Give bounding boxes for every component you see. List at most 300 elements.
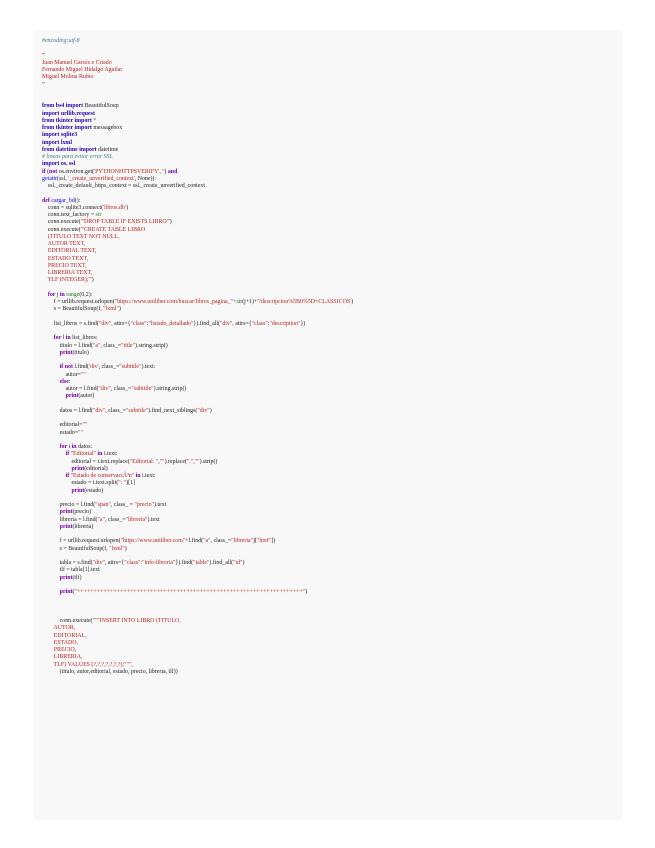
- code-token: (precio): [72, 509, 92, 516]
- code-token: AUTOR TEXT,: [42, 241, 86, 247]
- code-token: """INSERT INTO LIBRO (TITULO,: [92, 618, 181, 624]
- code-token: ).replace(: [164, 458, 187, 465]
- code-token: (tlf): [72, 574, 82, 581]
- code-line: [42, 546, 353, 553]
- code-line: [42, 480, 353, 487]
- code-token: , attrs={: [232, 320, 252, 327]
- code-token: f = urllib.request.urlopen(: [42, 299, 115, 305]
- code-token: tkinter: [55, 125, 75, 131]
- code-token: "div": [92, 407, 106, 414]
- code-token: autor=: [42, 371, 81, 378]
- code-token: LIBRERIA,: [42, 654, 83, 661]
- code-token: ): [164, 168, 168, 175]
- code-line: [42, 132, 353, 139]
- code-token: print: [65, 393, 79, 400]
- code-line: [42, 125, 353, 132]
- code-token: "href": [256, 538, 272, 545]
- code-line: [42, 321, 353, 328]
- code-token: }).find(: [175, 560, 194, 566]
- code-token: from: [42, 146, 56, 153]
- code-token: "div": [219, 320, 233, 327]
- code-line: [42, 328, 353, 335]
- code-line: [42, 662, 353, 669]
- code-token: for: [53, 335, 63, 342]
- code-token: "": [194, 458, 200, 465]
- code-token: "Estado de conservaciÃ³n": [70, 473, 136, 479]
- code-token: "libreria": [125, 516, 148, 523]
- code-line: [42, 589, 353, 596]
- code-token: print: [59, 574, 73, 581]
- code-line: [42, 524, 353, 531]
- code-token: (estado): [84, 487, 104, 494]
- code-token: ): [305, 589, 308, 595]
- code-token: str: [236, 299, 243, 305]
- code-line: [42, 466, 353, 473]
- code-line: [42, 227, 353, 234]
- code-token: "class": [130, 320, 147, 327]
- code-token: , class_=: [210, 538, 232, 545]
- code-token: datos:: [78, 444, 93, 450]
- code-token: "description": [269, 320, 301, 327]
- code-token: '?descripcion%5B0%5D=CLASSICOS': [257, 299, 352, 305]
- code-token: def: [42, 197, 52, 204]
- code-token: (: [47, 168, 50, 175]
- code-token: sqlite3: [60, 132, 78, 139]
- code-token: datetime: [55, 146, 80, 153]
- code-token: "Editorial": [70, 451, 98, 458]
- code-token: from: [42, 125, 56, 131]
- code-token: import: [42, 161, 61, 168]
- code-token: else: [59, 378, 69, 385]
- code-token: print: [59, 523, 73, 530]
- code-line: [42, 161, 353, 168]
- code-token: "https://www.uniliber.com": [120, 538, 186, 545]
- code-line: [42, 176, 353, 183]
- code-token: tabla = s.find(: [42, 560, 93, 566]
- code-token: print: [59, 349, 73, 356]
- code-token: PRECIO TEXT,: [42, 262, 87, 269]
- code-token: list_libros = s.find(: [42, 320, 99, 327]
- code-token: import: [42, 110, 61, 117]
- code-token: conn.text_factory =: [42, 212, 96, 218]
- code-token: , class_=: [110, 386, 132, 392]
- code-token: ,: [158, 458, 160, 465]
- code-token: import: [42, 132, 61, 139]
- code-token: precio = l.find(: [42, 502, 96, 508]
- code-token: TLF) VALUES (?,?,?,?,?,?,?);""": [42, 661, 132, 668]
- code-token: "info-libreria": [142, 560, 176, 566]
- code-token: if not: [59, 364, 75, 371]
- code-token: +l.find(: [185, 538, 204, 545]
- code-token: # lineas para evitar error SSL: [42, 154, 113, 160]
- code-token: if: [65, 473, 71, 479]
- code-token: TLF INTEGER);''': [42, 277, 92, 284]
- code-token: )[: [253, 538, 257, 545]
- code-token: ():: [74, 197, 81, 204]
- code-token: ,: [159, 168, 163, 175]
- code-token: for: [47, 291, 57, 298]
- code-token: , class_ =: [110, 502, 135, 508]
- code-token: estado = i.text.split(: [42, 480, 119, 487]
- code-token: ": ": [118, 480, 127, 487]
- code-line: [42, 154, 353, 161]
- code-token: ssl._create_default_https_context = ssl._create_unverified_context: [42, 183, 205, 189]
- code-line: [42, 306, 353, 313]
- code-token: conn.execute(: [42, 226, 81, 233]
- code-token: import: [65, 103, 85, 110]
- code-token: [42, 473, 66, 479]
- code-token: (autor): [78, 393, 95, 400]
- code-token: print: [71, 465, 85, 472]
- code-token: "a": [203, 538, 211, 545]
- code-token: ): [124, 545, 127, 552]
- code-token: if: [42, 168, 48, 175]
- code-line: [42, 654, 353, 661]
- code-token: from: [42, 117, 56, 124]
- code-line: [42, 509, 353, 516]
- code-line: [42, 82, 353, 89]
- code-token: tlf = tabla[1].text: [42, 567, 100, 574]
- code-token: [42, 444, 60, 450]
- code-token: tkinter: [55, 117, 75, 124]
- code-token: '''CREATE TABLE LIBRO: [80, 226, 146, 233]
- code-line: [42, 618, 353, 625]
- code-token: print: [59, 509, 73, 516]
- code-line: [42, 67, 353, 74]
- code-token: "subtitle": [125, 407, 149, 414]
- code-line: [42, 640, 353, 647]
- code-line: [42, 669, 353, 676]
- code-token: (editorial): [84, 465, 108, 472]
- code-token: ''': [42, 81, 46, 88]
- code-line: [42, 292, 353, 299]
- code-line: [42, 415, 353, 422]
- code-line: [42, 611, 353, 618]
- code-lines: [42, 38, 353, 676]
- code-token: ): [118, 306, 121, 313]
- code-token: 'libros.db': [103, 204, 126, 211]
- code-token: urllib.request: [60, 110, 95, 117]
- code-token: ): [91, 277, 94, 284]
- code-token: import: [74, 117, 94, 124]
- code-token: in: [71, 444, 79, 450]
- code-line: [42, 596, 353, 603]
- code-token: "": [81, 371, 86, 378]
- code-token: from: [42, 103, 56, 110]
- code-token: for: [59, 444, 69, 450]
- code-token: "https://www.uniliber.com/buscar/libros_pagina_": [114, 299, 233, 305]
- code-token: )[1]: [126, 480, 136, 487]
- code-line: [42, 89, 353, 96]
- code-token: messagebox: [93, 125, 123, 131]
- code-token: i.text:: [142, 473, 156, 479]
- code-token: [42, 509, 60, 515]
- code-token: editorial = i.text.replace(: [42, 458, 130, 465]
- code-token: BeautifulSoup: [84, 103, 119, 110]
- code-line: [42, 633, 353, 640]
- code-token: ): [242, 560, 245, 566]
- code-token: Miguel Molina Rubio: [42, 74, 94, 81]
- code-line: [42, 60, 353, 67]
- code-token: }): [300, 320, 306, 327]
- code-token: str: [95, 212, 102, 218]
- code-token: ''': [42, 52, 46, 59]
- code-token: import: [74, 125, 94, 131]
- code-token: "subtitle": [131, 386, 154, 392]
- code-token: in: [65, 335, 73, 342]
- code-token: (ssl,: [57, 175, 69, 182]
- code-token: (j+1)+: [242, 299, 258, 305]
- code-token: "++++++++++++++++++++++++++++++++++++++++++++++++++++++++++++++++++++": [74, 589, 306, 595]
- code-token: , attrs={: [104, 560, 125, 566]
- code-token: ).text: [147, 516, 160, 523]
- code-token: print: [59, 589, 73, 595]
- code-token: bs4: [55, 103, 66, 110]
- code-line: [42, 198, 353, 205]
- code-token: datetime: [98, 146, 119, 153]
- code-token: [42, 451, 66, 457]
- code-token: [42, 379, 60, 385]
- code-token: ESTADO,: [42, 639, 79, 646]
- code-token: :: [146, 320, 149, 327]
- code-line: [42, 111, 353, 118]
- code-line: [42, 459, 353, 466]
- code-token: print: [71, 487, 85, 494]
- code-line: [42, 625, 353, 632]
- code-line: [42, 430, 353, 437]
- code-token: "span": [95, 502, 111, 508]
- code-line: [42, 575, 353, 582]
- code-token: "precio": [134, 502, 154, 508]
- code-token: conn.execute(: [42, 618, 93, 624]
- code-token: import: [79, 146, 99, 153]
- code-token: ): [209, 407, 212, 414]
- code-line: [42, 118, 353, 125]
- code-token: in: [135, 473, 143, 479]
- code-token: "": [82, 422, 88, 429]
- code-token: (titulo): [72, 349, 89, 356]
- code-token: "div": [98, 386, 111, 392]
- code-token: +: [232, 299, 237, 305]
- code-token: "": [78, 429, 83, 436]
- code-line: [42, 285, 353, 292]
- code-line: [42, 234, 353, 241]
- code-line: [42, 205, 353, 212]
- code-line: [42, 582, 353, 589]
- code-line: [42, 190, 353, 197]
- code-line: [42, 647, 353, 654]
- code-token: *: [93, 117, 97, 124]
- code-token: ).find_next_siblings(: [148, 407, 198, 414]
- code-token: :: [68, 378, 71, 385]
- code-line: [42, 350, 353, 357]
- code-line: [42, 277, 353, 284]
- code-line: [42, 553, 353, 560]
- code-token: , class_=: [105, 407, 126, 414]
- code-token: ).strip(): [199, 458, 218, 465]
- code-line: [42, 147, 353, 154]
- code-token: "subtitle": [119, 364, 142, 371]
- code-token: in: [59, 291, 67, 298]
- code-token: conn = sqlite3.connect(: [42, 204, 104, 211]
- code-line: [42, 364, 353, 371]
- code-token: :: [267, 320, 270, 327]
- code-token: titulo = l.find(: [42, 342, 93, 349]
- code-token: l: [62, 335, 66, 342]
- code-token: "table": [193, 560, 210, 566]
- code-token: 'PYTHONHTTPSVERIFY': [94, 168, 160, 175]
- code-token: not: [49, 168, 59, 175]
- code-token: "libreria": [231, 538, 254, 545]
- code-token: ).string.strip(): [135, 342, 168, 349]
- code-token: in: [97, 451, 104, 458]
- code-token: ).string.strip(): [153, 386, 187, 392]
- code-line: [42, 343, 353, 350]
- code-token: "div": [197, 407, 210, 414]
- code-token: #encoding:utf-8: [42, 38, 80, 44]
- code-token: conn.execute(: [42, 219, 81, 226]
- code-token: (TITULO TEXT NOT NULL,: [42, 233, 120, 240]
- code-line: [42, 140, 353, 147]
- code-token: datos = l.find(: [42, 407, 93, 414]
- code-line: [42, 256, 353, 263]
- code-token: ,: [193, 458, 195, 465]
- code-token: [42, 335, 54, 341]
- code-token: ,: [131, 661, 133, 668]
- code-token: , class_=: [104, 516, 126, 523]
- code-line: [42, 408, 353, 415]
- code-line: [42, 74, 353, 81]
- code-token: l.find(: [74, 364, 89, 371]
- code-token: PRECIO,: [42, 647, 77, 653]
- code-token: '''DROP TABLE IF EXISTS LIBRO''': [80, 219, 170, 226]
- code-line: [42, 437, 353, 444]
- code-line: [42, 314, 353, 321]
- code-token: [42, 488, 71, 494]
- code-token: EDITORIAL TEXT,: [42, 248, 97, 255]
- code-token: ).find_all(: [209, 560, 234, 566]
- code-token: [42, 350, 60, 356]
- code-token: "": [159, 458, 165, 465]
- code-line: [42, 169, 353, 176]
- code-token: libreria = l.find(: [42, 516, 98, 523]
- code-line: [42, 219, 353, 226]
- code-token: ): [169, 219, 172, 226]
- code-token: import: [42, 139, 61, 146]
- code-token: "a": [92, 342, 101, 349]
- code-line: [42, 604, 353, 611]
- code-line: [42, 183, 353, 190]
- code-token: "lxml": [103, 306, 119, 313]
- code-token: "td": [233, 560, 243, 566]
- code-token: i.text:: [103, 451, 118, 458]
- code-token: ): [351, 299, 354, 305]
- code-token: , class_=: [98, 364, 120, 371]
- code-token: EDITORIAL,: [42, 632, 87, 639]
- code-line: [42, 263, 353, 270]
- code-token: ".": [186, 458, 194, 465]
- code-token: i: [68, 444, 72, 450]
- code-token: }).find_all(: [193, 320, 220, 327]
- code-line: [42, 495, 353, 502]
- code-token: "a": [97, 516, 105, 523]
- code-line: [42, 248, 353, 255]
- code-token: s = BeautifulSoup(f,: [42, 545, 110, 552]
- code-token: getattr: [42, 175, 58, 182]
- code-line: [42, 401, 353, 408]
- code-token: "div": [98, 320, 112, 327]
- code-line: [42, 422, 353, 429]
- code-token: os.environ.get(: [58, 168, 95, 175]
- code-token: 'div': [88, 364, 99, 371]
- code-line: [42, 538, 353, 545]
- code-token: "Editorial: ": [129, 458, 159, 465]
- code-token: (: [72, 589, 75, 595]
- code-token: Juan Manuel Garcés e Criado: [42, 59, 112, 66]
- code-token: [42, 393, 66, 399]
- code-token: if: [65, 451, 71, 458]
- code-token: ).text: [153, 502, 167, 508]
- code-line: [42, 567, 353, 574]
- code-token: , None)):: [134, 175, 157, 182]
- code-token: , class_=: [100, 342, 122, 349]
- code-token: LIBRERIA TEXT,: [42, 270, 93, 276]
- code-token: ): [125, 204, 128, 211]
- code-token: estado=: [42, 429, 79, 436]
- code-token: [42, 524, 60, 530]
- code-line: [42, 444, 353, 451]
- code-token: ]): [271, 538, 276, 545]
- code-token: and: [167, 168, 178, 175]
- code-token: [42, 589, 60, 595]
- code-token: j: [56, 291, 60, 298]
- code-token: Fernando Miguel Hidalgo Aguilar: [42, 67, 123, 73]
- code-token: :: [140, 560, 143, 566]
- code-token: (titulo, autor,editorial, estado, precio, libreria, tlf)): [42, 668, 178, 675]
- code-token: (libreria): [72, 523, 94, 530]
- code-line: [42, 45, 353, 52]
- code-token: (0,2):: [79, 291, 93, 298]
- code-line: [42, 488, 353, 495]
- code-line: [42, 241, 353, 248]
- code-token: , attrs={: [111, 320, 131, 327]
- code-line: [42, 393, 353, 400]
- code-line: [42, 103, 353, 110]
- code-line: [42, 53, 353, 60]
- code-line: [42, 335, 353, 342]
- code-line: [42, 517, 353, 524]
- code-token: list_libros:: [72, 335, 98, 342]
- code-token: "title": [121, 342, 136, 349]
- code-token: os, ssl: [60, 161, 76, 168]
- code-token: [42, 466, 71, 472]
- code-token: ESTADO TEXT,: [42, 255, 89, 262]
- code-token: '': [162, 168, 165, 175]
- code-token: f = urllib.request.urlopen(: [42, 538, 121, 545]
- code-token: autor = l.find(: [42, 386, 99, 392]
- code-token: "div": [92, 560, 105, 566]
- code-line: [42, 379, 353, 386]
- code-token: cargar_bd: [51, 197, 75, 204]
- code-token: "lxml": [109, 545, 125, 552]
- code-token: range: [66, 291, 80, 298]
- code-block: [34, 30, 622, 820]
- code-token: s = BeautifulSoup(f,: [42, 306, 104, 313]
- code-token: "class": [251, 320, 268, 327]
- code-line: [42, 38, 353, 45]
- code-line: [42, 451, 353, 458]
- code-token: AUTOR,: [42, 625, 76, 632]
